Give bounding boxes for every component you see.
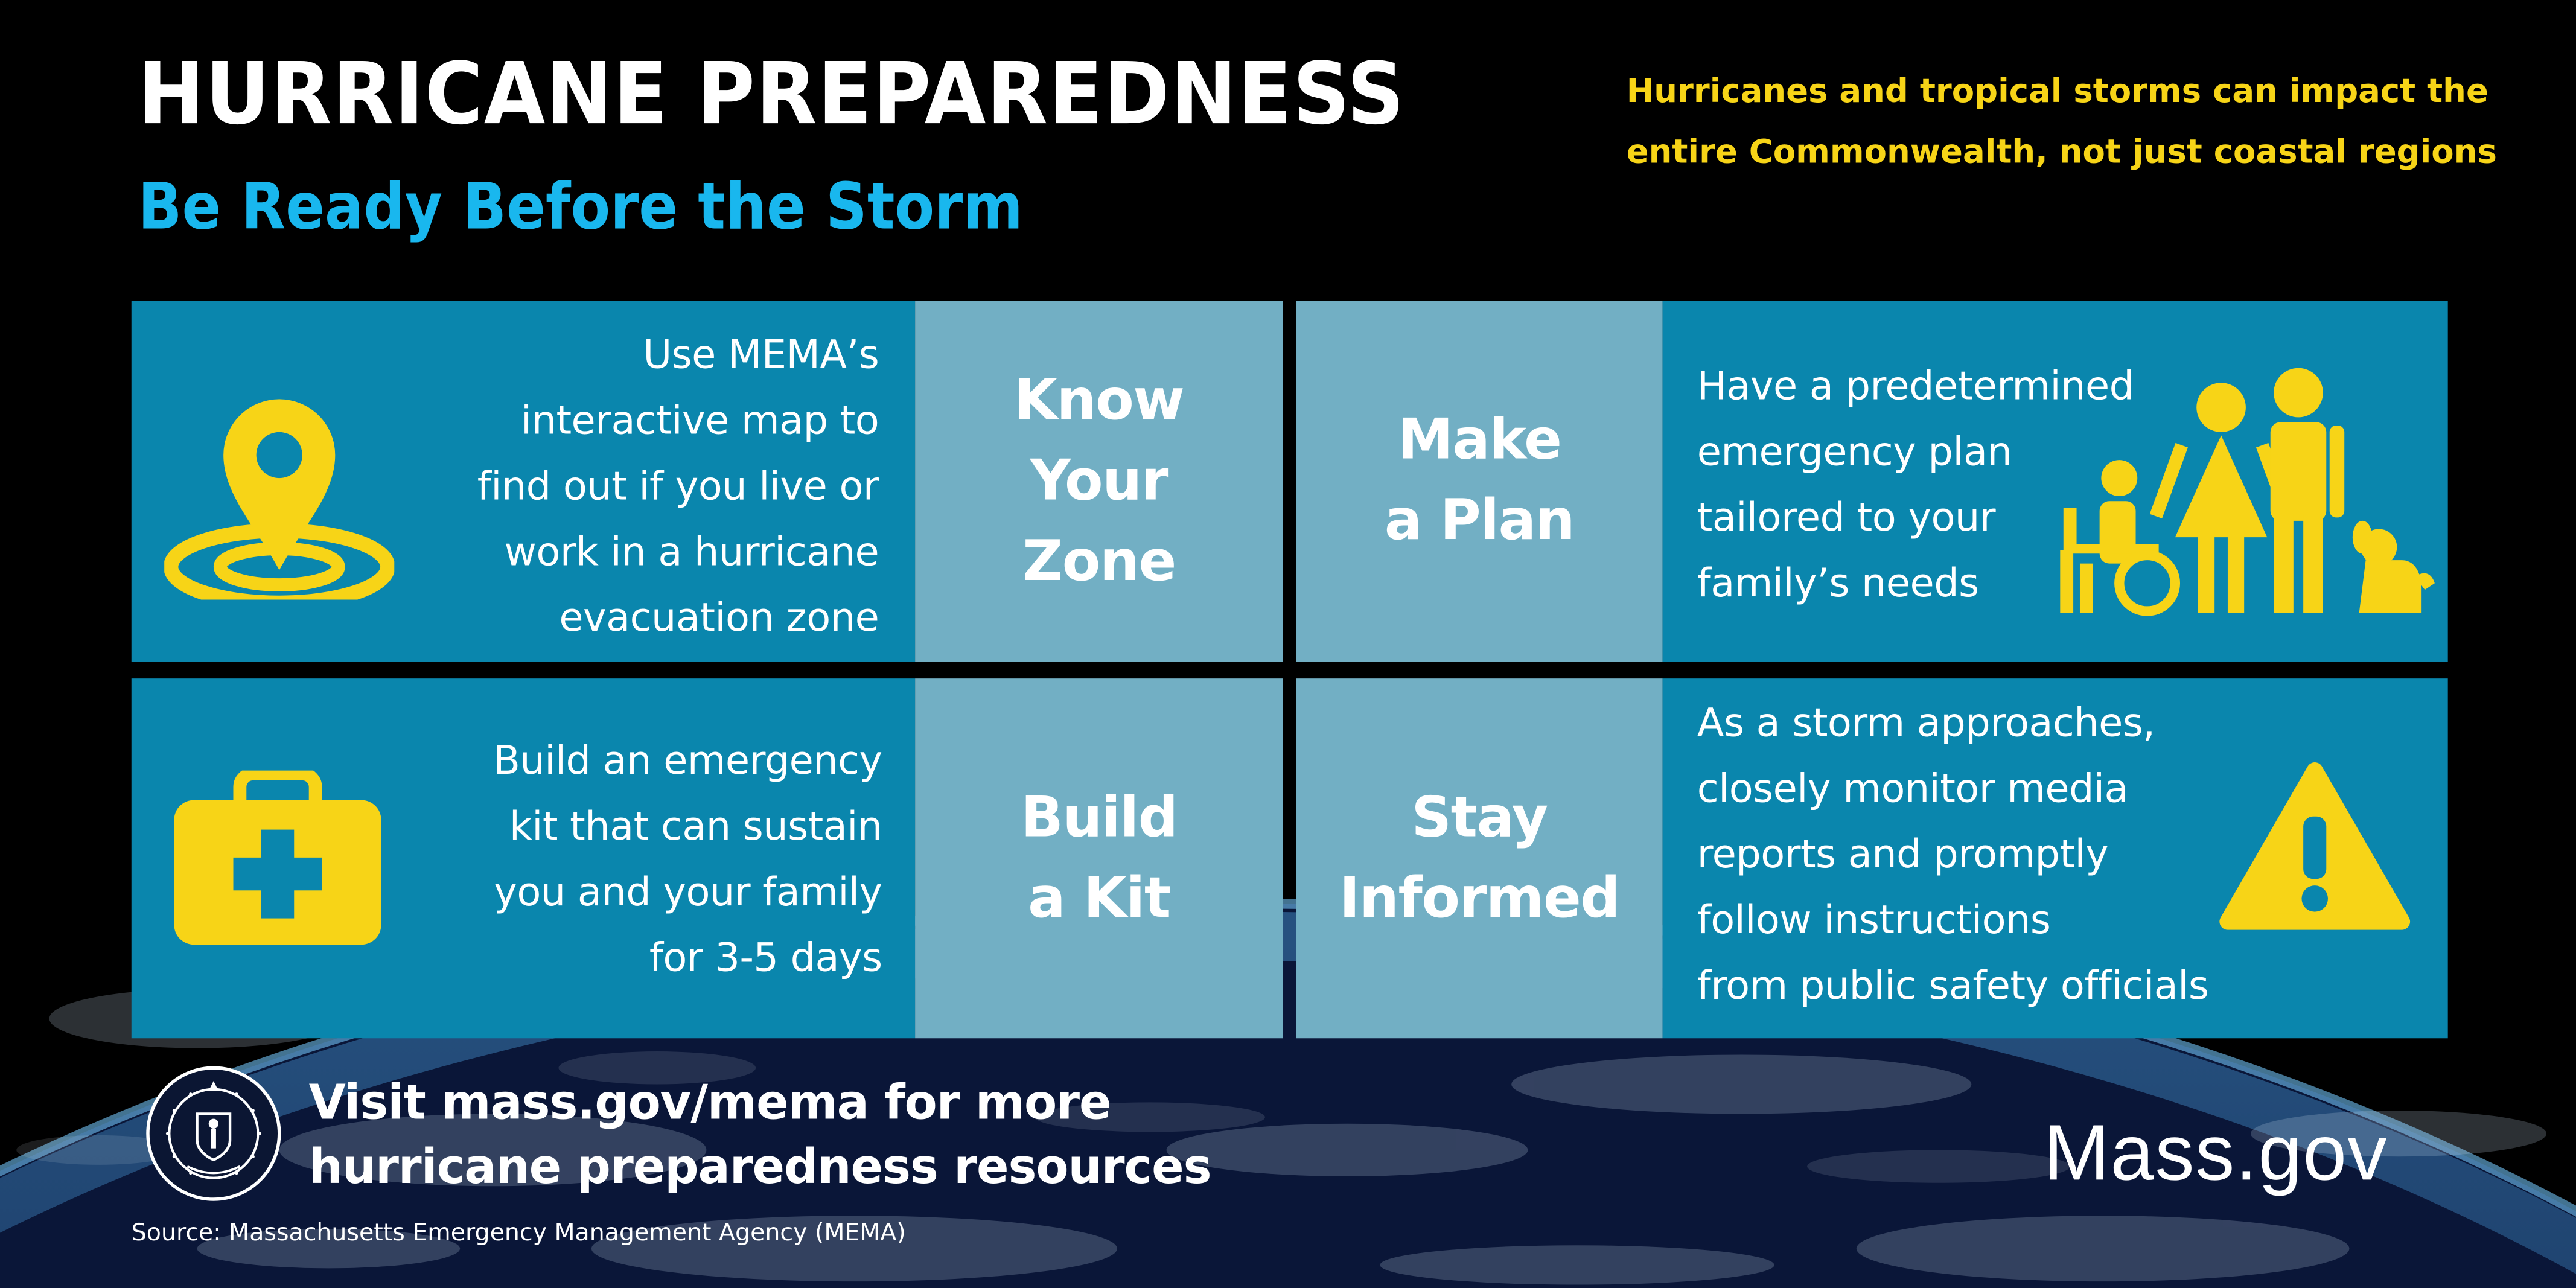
header-note: Hurricanes and tropical storms can impact the entire Commonwealth, not just coastal regions — [1626, 71, 2497, 171]
build-kit-panel — [132, 678, 915, 1038]
know-zone-text: Use MEMA’s interactive map to find out if you live or work in a hurricane evacuation zone — [477, 331, 879, 641]
family-icon — [2057, 366, 2435, 619]
source-note: Source: Massachusetts Emergency Management Agency (MEMA) — [131, 1220, 906, 1247]
seal-icon — [145, 1065, 283, 1203]
build-kit-label-panel — [915, 678, 1283, 1038]
make-plan-text: Have a predetermined emergency plan tailored to your family’s needs — [1697, 363, 2134, 607]
make-plan-panel — [1663, 301, 2448, 662]
mass-gov-logo: Mass.gov — [2044, 1111, 2388, 1198]
stay-informed-panel — [1663, 678, 2448, 1038]
warning-icon — [2218, 760, 2412, 935]
first-aid-kit-icon — [168, 771, 388, 951]
stay-informed-label-panel — [1296, 678, 1663, 1038]
call-to-action: Visit mass.gov/mema for more hurricane preparedness resources — [308, 1074, 1211, 1194]
massachusetts-seal — [145, 1065, 283, 1203]
build-kit-label: Build a Kit — [1021, 784, 1178, 931]
page-title: HURRICANE PREPAREDNESS — [138, 46, 1406, 145]
make-plan-label: Make a Plan — [1384, 407, 1575, 554]
know-zone-panel — [132, 301, 915, 662]
build-kit-text: Build an emergency kit that can sustain you and your family for 3-5 days — [493, 738, 882, 981]
stay-informed-label: Stay Informed — [1339, 784, 1620, 931]
know-zone-label: Know Your Zone — [1014, 367, 1184, 594]
make-plan-label-panel — [1296, 301, 1663, 662]
know-zone-label-panel — [915, 301, 1283, 662]
location-pin-icon — [164, 386, 394, 600]
stay-informed-text: As a storm approaches, closely monitor media reports and promptly follow instructions from public safety officials — [1697, 700, 2209, 1009]
page-subtitle: Be Ready Before the Storm — [138, 171, 1023, 245]
